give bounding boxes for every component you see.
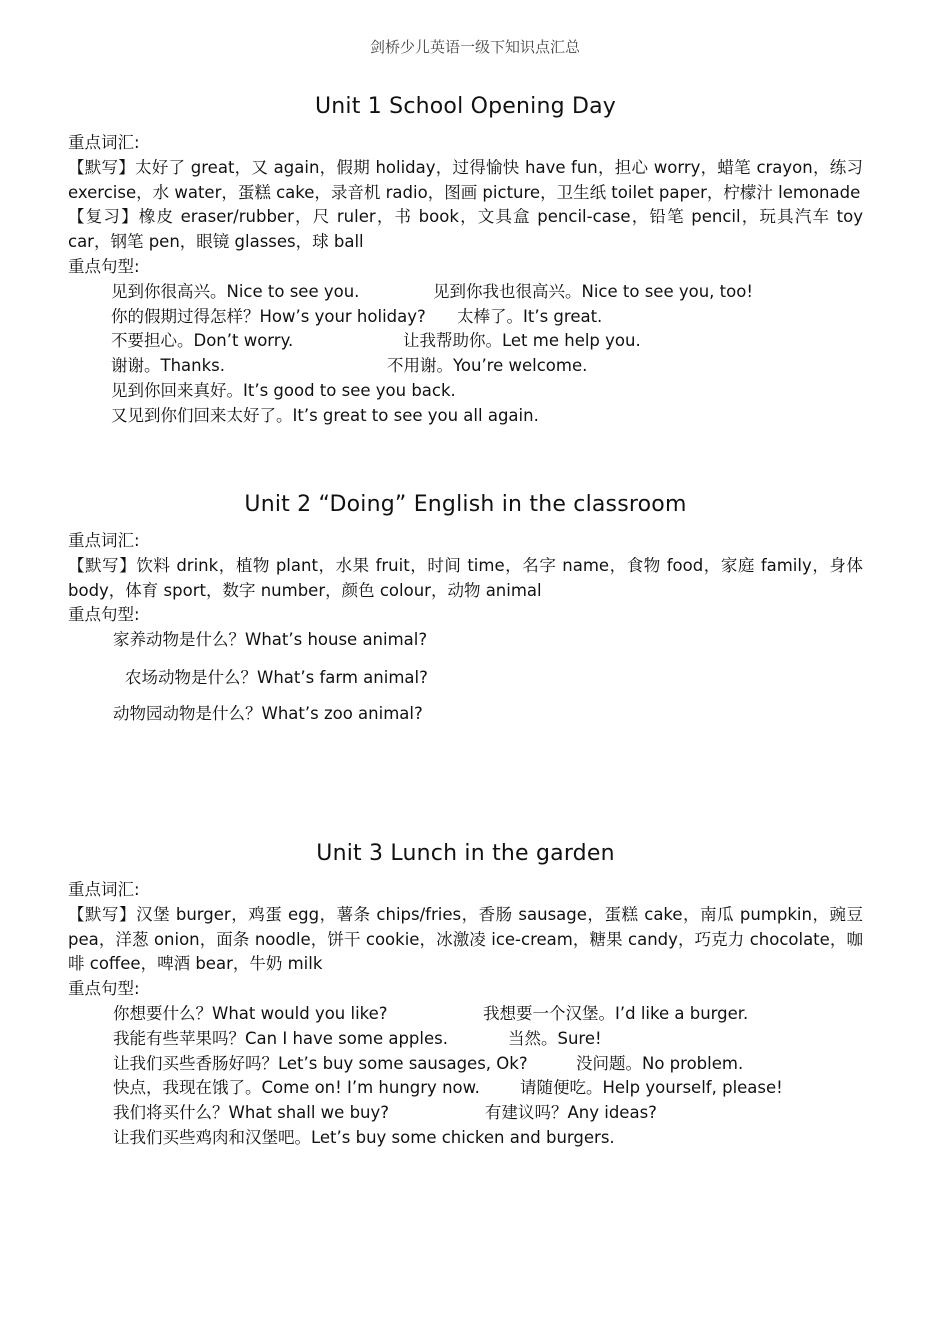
sentence-row bbox=[68, 1076, 863, 1101]
vocab-label: 重点词汇: bbox=[68, 531, 140, 550]
sentence-row bbox=[68, 379, 863, 404]
sentence-text: 我想要一个汉堡。I’d like a burger. bbox=[483, 1003, 749, 1023]
sentence-text: 没问题。No problem. bbox=[576, 1053, 744, 1073]
sentence-row bbox=[68, 329, 863, 354]
vocab-paragraph: 【默写】汉堡 burger，鸡蛋 egg，薯条 chips/fries，香肠 sausage，蛋糕 cake，南瓜 pumpkin，豌豆 pea，洋葱 onion，面条 noodle，饼干 cookie，冰激凌 ice-cream，糖果 candy，巧克力 chocolate，咖啡 coffee，啤酒 bear，牛奶 milk bbox=[68, 904, 863, 974]
sentence-text: 动物园动物是什么？What’s zoo animal? bbox=[113, 703, 423, 723]
vocab-label: 重点词汇: bbox=[68, 880, 140, 899]
unit-title: Unit 3 Lunch in the garden bbox=[316, 841, 615, 866]
sentence-text: 不用谢。You’re welcome. bbox=[387, 356, 588, 376]
sentence-row bbox=[68, 280, 863, 305]
unit-1-section bbox=[68, 94, 863, 429]
sentence-text: 当然。Sure! bbox=[508, 1028, 602, 1048]
unit-title: Unit 1 School Opening Day bbox=[314, 94, 616, 119]
sentence-text: 让我们买些香肠好吗？Let’s buy some sausages, Ok? bbox=[113, 1053, 528, 1073]
sentence-text: 快点，我现在饿了。Come on! I’m hungry now. bbox=[113, 1078, 480, 1098]
sentence-label: 重点句型: bbox=[68, 979, 140, 999]
sentence-text: 让我帮助你。Let me help you. bbox=[403, 331, 641, 351]
sentence-row bbox=[68, 305, 863, 330]
sentence-row bbox=[68, 1126, 863, 1151]
sentence-text: 谢谢。Thanks. bbox=[111, 356, 226, 376]
sentence-text: 让我们买些鸡肉和汉堡吧。Let’s buy some chicken and burgers. bbox=[113, 1127, 615, 1147]
sentence-text: 我们将买什么？What shall we buy? bbox=[113, 1103, 390, 1123]
sentence-label: 重点句型: bbox=[68, 605, 140, 625]
vocab-paragraph: 【复习】橡皮 eraser/rubber，尺 ruler，书 book，文具盒 pencil-case，铅笔 pencil，玩具汽车 toy car，钢笔 pen，眼镜 glasses，球 ball bbox=[68, 207, 863, 252]
sentence-text: 太棒了。It’s great. bbox=[457, 306, 603, 326]
page-header: 剑桥少儿英语一级下知识点汇总 bbox=[369, 38, 580, 56]
sentence-text: 我能有些苹果吗？Can I have some apples. bbox=[113, 1028, 448, 1048]
vocab-paragraph: 【默写】太好了 great，又 again，假期 holiday，过得愉快 have fun，担心 worry，蜡笔 crayon，练习 exercise，水 water，蛋糕 cake，录音机 radio，图画 picture，卫生纸 toilet paper，柠檬汁 lemonade bbox=[68, 157, 863, 202]
sentence-text: 请随便吃。Help yourself, please! bbox=[520, 1078, 783, 1098]
sentence-text: 见到你很高兴。Nice to see you. bbox=[111, 281, 360, 301]
vocab-label: 重点词汇: bbox=[68, 133, 140, 152]
sentence-row bbox=[68, 702, 863, 727]
sentence-text: 农场动物是什么？What’s farm animal? bbox=[125, 667, 428, 687]
sentence-row bbox=[68, 628, 863, 653]
sentence-text: 不要担心。Don’t worry. bbox=[111, 331, 294, 351]
sentence-text: 见到你我也很高兴。Nice to see you, too! bbox=[433, 281, 753, 301]
sentence-row bbox=[68, 404, 863, 429]
sentence-text: 家养动物是什么？What’s house animal? bbox=[113, 630, 428, 650]
sentence-row bbox=[68, 1052, 863, 1077]
unit-2-section bbox=[68, 492, 863, 727]
sentence-text: 你的假期过得怎样？How’s your holiday? bbox=[111, 306, 426, 326]
sentence-text: 见到你回来真好。It’s good to see you back. bbox=[111, 380, 456, 400]
sentence-text: 有建议吗？Any ideas? bbox=[485, 1103, 657, 1123]
sentence-row bbox=[68, 1002, 863, 1027]
sentence-row bbox=[68, 354, 863, 379]
sentence-text: 你想要什么？What would you like? bbox=[113, 1003, 388, 1023]
sentence-row bbox=[68, 666, 863, 691]
sentence-row bbox=[68, 1101, 863, 1126]
vocab-paragraph: 【默写】饮料 drink，植物 plant，水果 fruit，时间 time，名字 name，食物 food，家庭 family，身体 body，体育 sport，数字 number，颜色 colour，动物 animal bbox=[68, 555, 863, 600]
sentence-text: 又见到你们回来太好了。It’s great to see you all again. bbox=[111, 405, 539, 425]
sentence-label: 重点句型: bbox=[68, 256, 140, 276]
sentence-row bbox=[68, 1027, 863, 1052]
unit-3-section bbox=[68, 841, 863, 1151]
unit-title: Unit 2 “Doing” English in the classroom bbox=[244, 492, 687, 517]
